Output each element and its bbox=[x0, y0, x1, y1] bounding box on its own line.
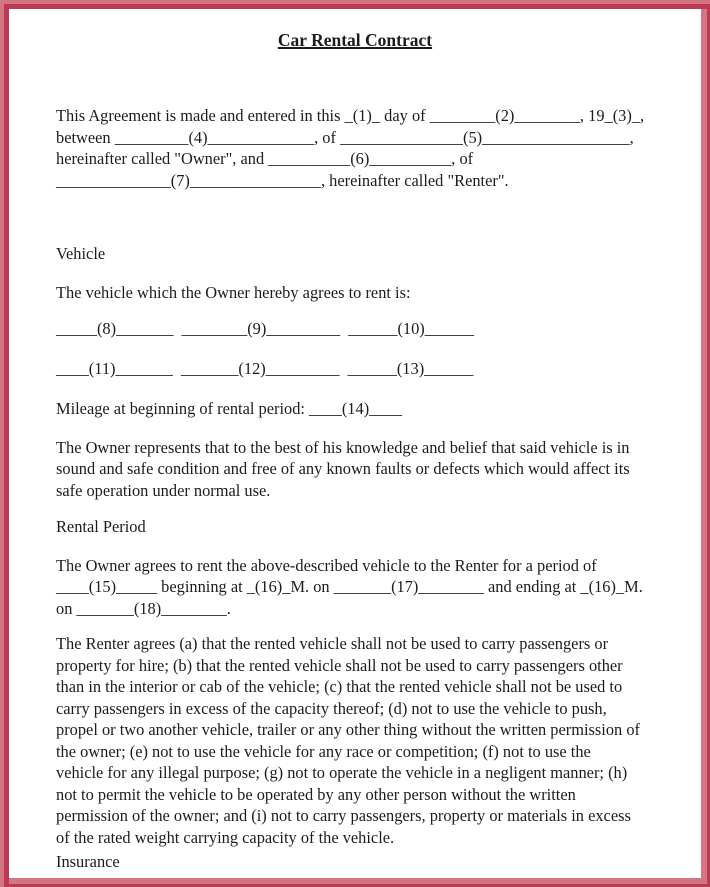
vehicle-intro bbox=[56, 282, 654, 304]
insurance-heading-text: Insurance bbox=[56, 852, 120, 871]
rental-period-paragraph bbox=[56, 555, 654, 620]
vehicle-heading-text: Vehicle bbox=[56, 244, 106, 263]
vehicle-intro-text: The vehicle which the Owner hereby agrees to rent is: bbox=[56, 282, 411, 302]
renter-terms-line: not to permit the vehicle to be operated by any other person without the written bbox=[56, 784, 576, 804]
intro-paragraph bbox=[56, 105, 654, 191]
mileage-line bbox=[56, 398, 654, 420]
renter-terms-line: the owner; (e) not to use the vehicle for any race or competition; (f) not to use the bbox=[56, 741, 591, 761]
rental-period-heading-text: Rental Period bbox=[56, 517, 146, 536]
owner-represents-paragraph bbox=[56, 437, 654, 502]
contract-content bbox=[9, 9, 701, 873]
renter-terms-line: propel or two another vehicle, trailer or any other thing without the written permission of bbox=[56, 720, 640, 739]
intro-line: This Agreement is made and entered in this _(1)_ day of ________(2)________, 19_(3)_, bbox=[56, 106, 645, 125]
renter-terms-line: The Renter agrees (a) that the rented vehicle shall not be used to carry passengers or bbox=[56, 634, 609, 653]
renter-terms-line: carry passengers in excess of the capacity thereof; (d) not to use the vehicle to push, bbox=[56, 698, 607, 718]
insurance-section-heading bbox=[56, 851, 654, 873]
intro-line: ______________(7)________________, hereinafter called "Renter". bbox=[56, 170, 509, 190]
intro-line: hereinafter called "Owner", and __________(6)__________, of bbox=[56, 149, 474, 168]
renter-terms-line: permission of the owner; and (i) not to carry passengers, property or materials in excess bbox=[56, 806, 631, 825]
renter-terms-line: than in the interior or cab of the vehicle; (c) that the rented vehicle shall not be used to bbox=[56, 677, 623, 696]
rental-period-line: ____(15)_____ beginning at _(16)_M. on _______(17)________ and ending at _(16)_M. bbox=[56, 577, 643, 596]
vehicle-blanks-row-1 bbox=[56, 318, 654, 340]
owner-represents-line: safe operation under normal use. bbox=[56, 480, 271, 500]
rental-period-heading bbox=[56, 516, 654, 538]
owner-represents-line: sound and safe condition and free of any known faults or defects which would affect its bbox=[56, 459, 630, 478]
vehicle-section-heading bbox=[56, 243, 654, 265]
renter-terms-line: property for hire; (b) that the rented vehicle shall not be used to carry passengers other bbox=[56, 655, 623, 675]
renter-terms-line: vehicle for any illegal purpose; (g) not to operate the vehicle in a negligent manner; (h) bbox=[56, 763, 628, 782]
rental-period-line: on _______(18)________. bbox=[56, 598, 231, 618]
contract-sheet bbox=[9, 9, 701, 878]
vehicle-blanks-row-2 bbox=[56, 358, 654, 380]
document-title: Car Rental Contract bbox=[277, 30, 433, 50]
renter-terms-line: of the rated weight carrying capacity of the vehicle. bbox=[56, 827, 395, 847]
rental-period-line: The Owner agrees to rent the above-described vehicle to the Renter for a period of bbox=[56, 555, 597, 575]
mileage-text: Mileage at beginning of rental period: ____(14)____ bbox=[56, 399, 402, 418]
intro-line: between _________(4)_____________, of _______________(5)__________________, bbox=[56, 127, 634, 147]
vehicle-blanks-row-2-text: ____(11)_______ _______(12)_________ ______(13)______ bbox=[56, 358, 474, 378]
owner-represents-line: The Owner represents that to the best of his knowledge and belief that said vehicle is in bbox=[56, 437, 630, 457]
renter-terms-paragraph bbox=[56, 633, 654, 848]
vehicle-blanks-row-1-text: _____(8)_______ ________(9)_________ ______(10)______ bbox=[56, 319, 474, 338]
